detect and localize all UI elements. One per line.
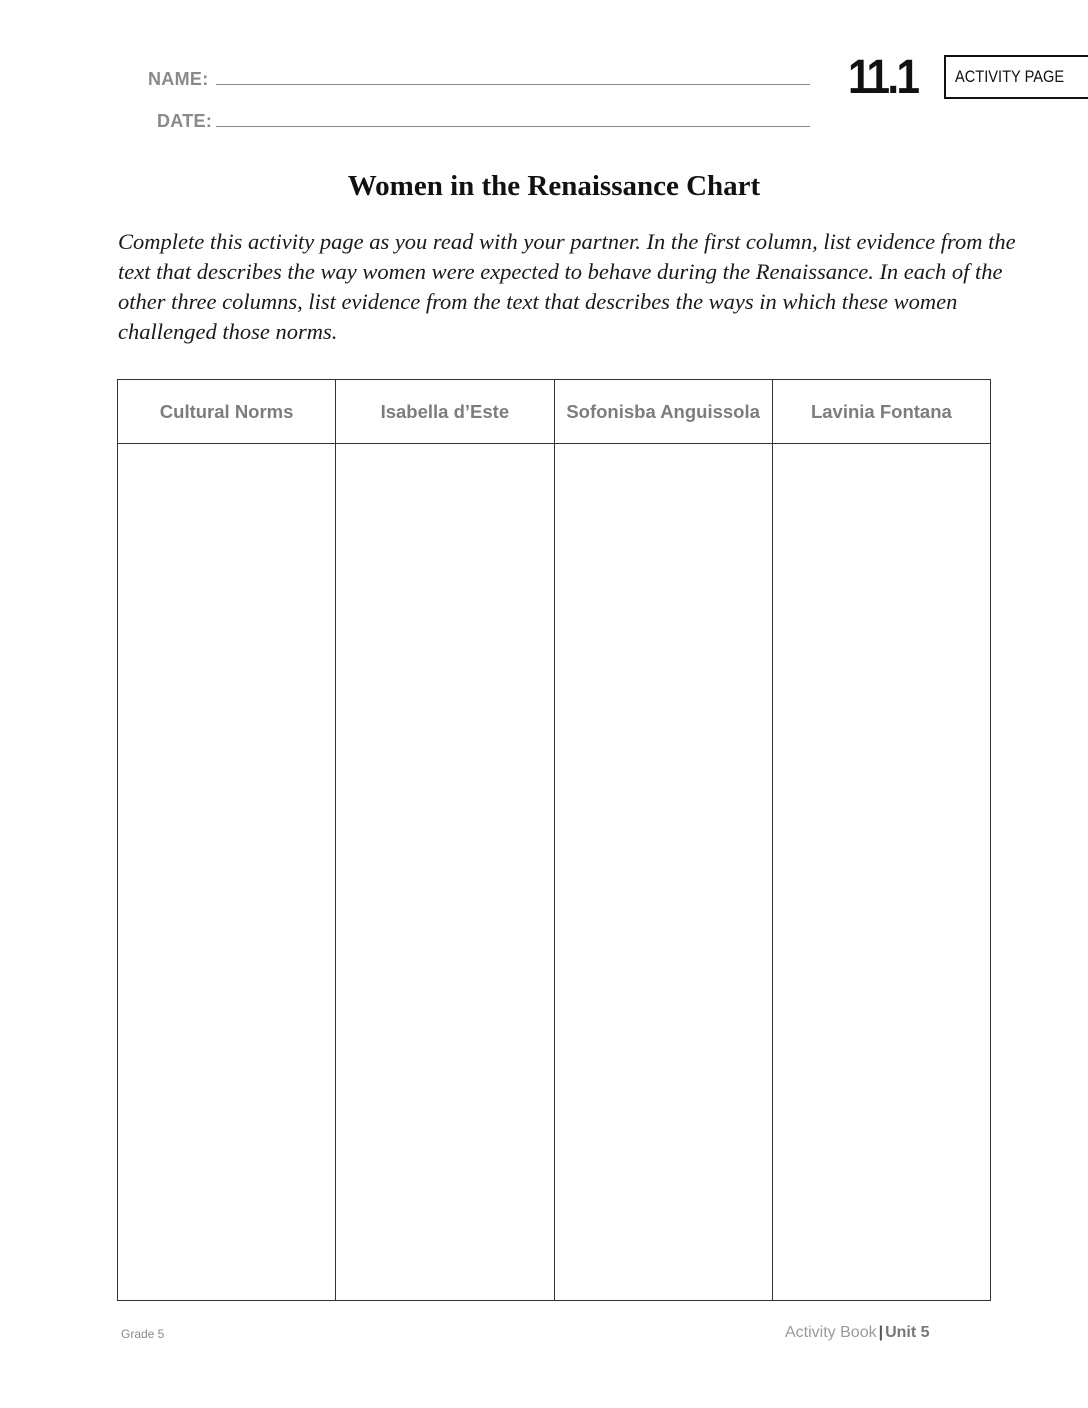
column-header-sofonisba-anguissola: Sofonisba Anguissola <box>554 380 772 444</box>
footer-book-title: Activity Book <box>785 1324 877 1341</box>
table-row <box>118 444 991 1301</box>
column-header-cultural-norms: Cultural Norms <box>118 380 336 444</box>
instructions-text: Complete this activity page as you read with your partner. In the first column, list evidence from the text that describes the way women were expected to behave during the Renaissance. In each of the other three columns, list evidence from the text that describes the ways in which these women challenged those norms. <box>118 229 1016 344</box>
footer-unit: Unit 5 <box>885 1324 930 1341</box>
writing-cell-lavinia-fontana[interactable] <box>772 444 990 1301</box>
date-write-line[interactable] <box>216 126 810 127</box>
renaissance-chart-table <box>117 379 991 1301</box>
column-header-lavinia-fontana: Lavinia Fontana <box>772 380 990 444</box>
writing-cell-cultural-norms[interactable] <box>118 444 336 1301</box>
activity-page-tag <box>944 55 1088 99</box>
writing-cell-sofonisba-anguissola[interactable] <box>554 444 772 1301</box>
column-header-isabella-deste: Isabella d’Este <box>336 380 554 444</box>
page-title: Women in the Renaissance Chart <box>347 170 761 202</box>
writing-cell-isabella-deste[interactable] <box>336 444 554 1301</box>
name-label: NAME: <box>148 69 209 89</box>
activity-number: 11.1 <box>848 51 918 104</box>
table-header-row <box>118 380 991 444</box>
date-label: DATE: <box>157 111 213 131</box>
footer-grade: Grade 5 <box>121 1327 165 1341</box>
name-write-line[interactable] <box>216 84 810 85</box>
footer-separator: | <box>878 1324 884 1341</box>
activity-page-tag-label: ACTIVITY PAGE <box>955 67 1065 86</box>
footer-book-info <box>785 1324 930 1342</box>
